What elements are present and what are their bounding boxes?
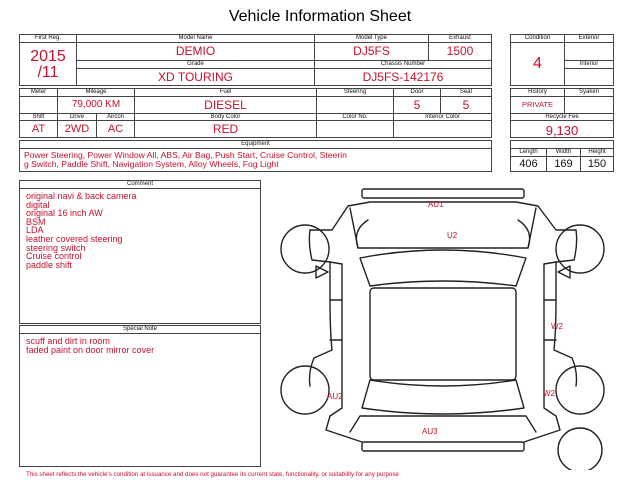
- mileage-value: 79,000 KM: [71, 99, 121, 110]
- shift-value: AT: [31, 123, 46, 135]
- door-value: 5: [413, 98, 421, 112]
- chassis-number-label: Chassis Number: [380, 61, 426, 67]
- chassis-number-value: DJ5FS-142176: [362, 70, 444, 84]
- rear-right-wheel-icon: [556, 366, 604, 414]
- recycle-fee-label: Recycle Fee: [545, 114, 579, 120]
- special-note-item: faded paint on door mirror cover: [26, 344, 155, 355]
- seat-label: Seat: [459, 89, 473, 95]
- model-name-label: Model Name: [178, 35, 213, 41]
- aircon-value: AC: [107, 123, 124, 135]
- seat-value: 5: [462, 98, 470, 112]
- special-note-label: Special Note: [122, 326, 158, 332]
- shift-label: Shift: [32, 114, 45, 120]
- disclaimer-footer: This sheet reflects the vehicle's condition at issuance and does not guarantee its current state, functionality, or suitability for any purpose: [26, 471, 399, 478]
- condition-block: [510, 34, 614, 86]
- spare-wheel-icon: [558, 428, 602, 470]
- special-note-list: [26, 337, 154, 354]
- damage-mark-au3: AU3: [422, 427, 438, 436]
- condition-label: Condition: [524, 35, 551, 41]
- dimensions-block: [510, 140, 614, 172]
- height-value: 150: [587, 158, 607, 170]
- comment-item: original navi & back camera: [26, 191, 137, 201]
- body-color-label: Body Color: [210, 114, 241, 120]
- exhaust-value: 1500: [446, 44, 474, 58]
- history-value: PRIVATE: [522, 100, 553, 109]
- damage-mark-u2: U2: [447, 231, 458, 240]
- width-value: 169: [554, 158, 573, 170]
- history-label: History: [528, 89, 547, 95]
- equipment-block: [19, 140, 492, 172]
- damage-mark-au1: AU1: [428, 200, 444, 209]
- first-reg-month: /11: [37, 64, 59, 81]
- fuel-label: Fuel: [219, 89, 232, 95]
- comment-item: leather covered steering: [26, 233, 123, 244]
- door-label: Door: [410, 89, 424, 95]
- history-block: [510, 88, 614, 138]
- equipment-line-2: g Switch, Paddle Shift, Navigation System, Alloy Wheels, Fog Light: [24, 159, 279, 169]
- damage-mark-w2-rear: W2: [543, 389, 555, 398]
- interior-label: Interior: [579, 61, 599, 67]
- mileage-label: Mileage: [85, 89, 107, 95]
- syaken-label: Syaken: [578, 89, 599, 95]
- color-no-label: Color No.: [342, 114, 368, 120]
- comment-list: [26, 192, 137, 269]
- car-damage-diagram: [270, 180, 616, 470]
- model-name-value: DEMIO: [175, 44, 216, 58]
- recycle-fee-value: 9,130: [545, 123, 579, 138]
- drive-label: Drive: [69, 114, 84, 120]
- height-label: Height: [588, 149, 606, 155]
- comment-item: steering switch: [26, 242, 86, 253]
- condition-value: 4: [533, 55, 542, 72]
- first-reg-year: 2015: [30, 48, 66, 65]
- front-right-wheel-icon: [556, 225, 604, 273]
- damage-mark-w2-right: W2: [551, 322, 563, 331]
- length-label: Length: [519, 149, 538, 155]
- comment-block: [19, 180, 261, 324]
- first-reg-label: First Reg.: [34, 35, 61, 41]
- comment-item: original 16 inch AW: [26, 208, 103, 219]
- exhaust-label: Exhaust: [449, 35, 471, 41]
- meter-label: Meter: [30, 89, 47, 95]
- interior-color-label: Interior Color: [425, 114, 460, 120]
- vehicle-id-block: [19, 34, 492, 86]
- grade-value: XD TOURING: [158, 70, 233, 84]
- model-type-label: Model Type: [356, 35, 387, 41]
- comment-item: digital: [26, 199, 50, 210]
- special-note-item: scuff and dirt in room: [26, 336, 110, 346]
- body-color-value: RED: [212, 122, 239, 136]
- comment-item: BSM: [26, 216, 46, 227]
- grade-label: Grade: [187, 61, 204, 67]
- fuel-value: DIESEL: [204, 98, 247, 112]
- spec-block: [19, 88, 492, 138]
- length-value: 406: [519, 158, 538, 170]
- rear-left-wheel-icon: [281, 366, 329, 414]
- equipment-line-1: Power Steering, Power Window All, ABS, Air Bag, Push Start, Cruise Control, Steerin: [24, 150, 347, 160]
- exterior-label: Exterior: [578, 35, 600, 41]
- steering-label: Steering: [343, 89, 367, 95]
- drive-value: 2WD: [64, 123, 90, 135]
- comment-item: paddle shift: [26, 259, 73, 270]
- aircon-label: Aircon: [106, 114, 124, 120]
- comment-item: Cruise control: [26, 251, 82, 262]
- page-title: Vehicle Information Sheet: [228, 8, 412, 25]
- equipment-label: Equipment: [241, 141, 270, 147]
- special-note-block: [19, 325, 261, 467]
- model-type-value: DJ5FS: [353, 44, 390, 58]
- comment-label: Comment: [126, 181, 153, 187]
- comment-item: LDA: [26, 225, 44, 236]
- damage-mark-au2: AU2: [327, 392, 343, 401]
- width-label: Width: [555, 149, 572, 155]
- front-left-wheel-icon: [281, 225, 329, 273]
